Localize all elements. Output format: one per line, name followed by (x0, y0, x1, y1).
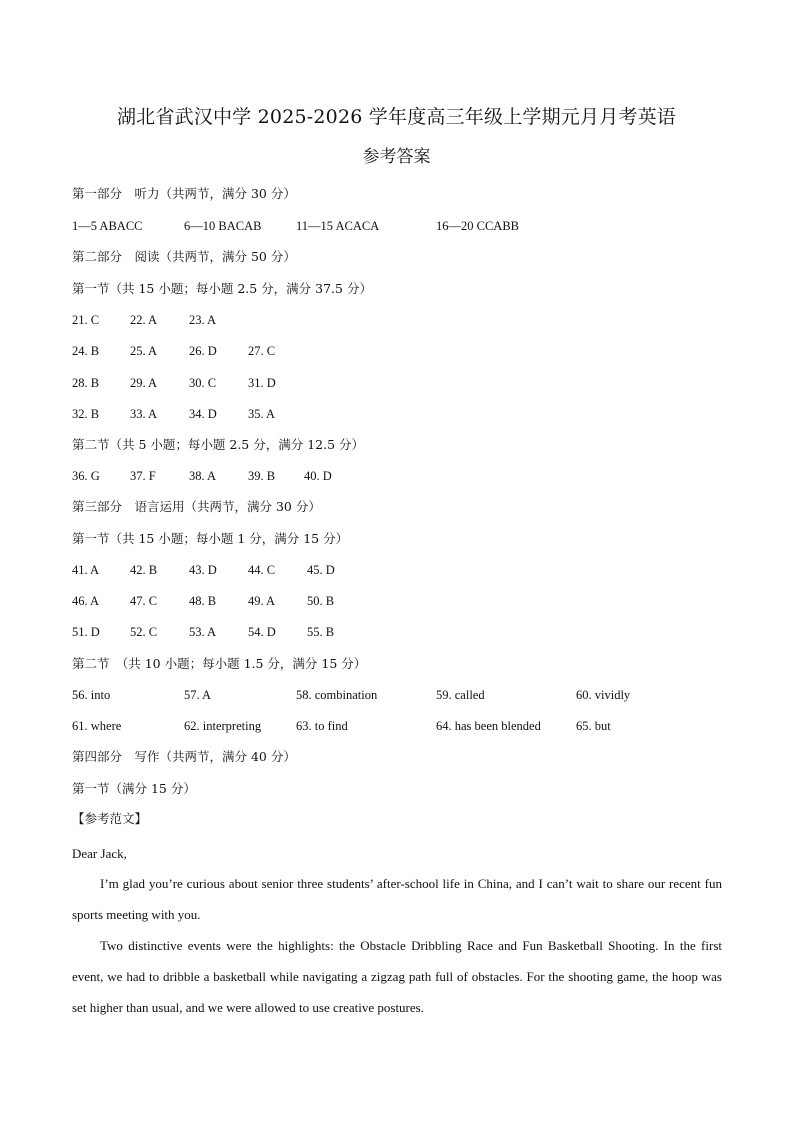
answer-item: 31. D (248, 376, 276, 390)
answer-item: 32. B (72, 407, 100, 421)
document-subtitle: 参考答案 (362, 147, 431, 167)
answer-item: 36. G (72, 469, 100, 483)
essay-paragraph: I’m glad you’re curious about senior three students’ after-school life in China, and I can’t wait to share our recent fun sports meeting with you. (72, 876, 722, 922)
answer-group: 6—10 BACAB (184, 219, 262, 233)
answer-item: 48. B (189, 594, 217, 608)
answer-item: 52. C (130, 625, 158, 639)
answer-item: 39. B (248, 469, 276, 483)
answer-item: 53. A (189, 625, 217, 639)
answer-item: 38. A (189, 469, 217, 483)
part2-heading: 第二部分 阅读（共两节，满分 50 分） (72, 249, 296, 264)
answer-item: 22. A (130, 313, 158, 327)
model-essay-label: 【参考范文】 (72, 811, 148, 826)
part3-section2-heading: 第二节 （共 10 小题；每小题 1.5 分，满分 15 分） (72, 656, 367, 671)
answer-item: 56. into (72, 688, 111, 702)
answer-item: 40. D (304, 469, 332, 483)
part1-heading: 第一部分 听力（共两节，满分 30 分） (72, 186, 296, 201)
answer-item: 55. B (307, 625, 335, 639)
answer-item: 33. A (130, 407, 158, 421)
answer-group: 11—15 ACACA (296, 219, 380, 233)
answer-item: 44. C (248, 563, 276, 577)
answer-item: 41. A (72, 563, 100, 577)
answer-group: 1—5 ABACC (72, 219, 143, 233)
answer-item: 35. A (248, 407, 276, 421)
answer-item: 63. to find (296, 719, 348, 733)
answer-item: 26. D (189, 344, 217, 358)
part4-section1-heading: 第一节（满分 15 分） (72, 781, 196, 796)
part2-section2-heading: 第二节（共 5 小题；每小题 2.5 分，满分 12.5 分） (72, 437, 365, 452)
part4-heading: 第四部分 写作（共两节，满分 40 分） (72, 749, 296, 764)
answer-item: 27. C (248, 344, 276, 358)
answer-item: 30. C (189, 376, 217, 390)
answer-item: 54. D (248, 625, 276, 639)
part3-heading: 第三部分 语言运用（共两节，满分 30 分） (72, 499, 321, 514)
essay-paragraph: Two distinctive events were the highlights: the Obstacle Dribbling Race and Fun Basketball Shooting. In the first event, we had to dribble a basketball while navigating a zigzag path full of obstacles. For the shooting game, the hoop was set higher than usual, and we were allowed to use creative postures. (72, 938, 722, 1015)
answer-item: 46. A (72, 594, 100, 608)
answer-item: 64. has been blended (436, 719, 541, 733)
answer-item: 65. but (576, 719, 611, 733)
answer-item: 58. combination (296, 688, 378, 702)
answer-item: 50. B (307, 594, 335, 608)
part2-section1-heading: 第一节（共 15 小题；每小题 2.5 分，满分 37.5 分） (72, 281, 372, 296)
answer-item: 45. D (307, 563, 335, 577)
answer-item: 28. B (72, 376, 100, 390)
answer-item: 24. B (72, 344, 100, 358)
answer-item: 21. C (72, 313, 100, 327)
answer-item: 61. where (72, 719, 122, 733)
answer-item: 59. called (436, 688, 485, 702)
document-title: 湖北省武汉中学 2025-2026 学年度高三年级上学期元月月考英语 (116, 106, 676, 128)
answer-item: 23. A (189, 313, 217, 327)
answer-item: 25. A (130, 344, 158, 358)
answer-item: 34. D (189, 407, 217, 421)
answer-item: 43. D (189, 563, 217, 577)
answer-group: 16—20 CCABB (436, 219, 520, 233)
part3-section1-heading: 第一节（共 15 小题；每小题 1 分，满分 15 分） (72, 531, 349, 546)
answer-item: 37. F (130, 469, 156, 483)
answer-item: 42. B (130, 563, 158, 577)
essay-salutation: Dear Jack, (72, 846, 127, 861)
answer-item: 49. A (248, 594, 276, 608)
answer-item: 62. interpreting (184, 719, 262, 733)
answer-item: 29. A (130, 376, 158, 390)
answer-item: 57. A (184, 688, 212, 702)
answer-item: 60. vividly (576, 688, 631, 702)
answer-item: 47. C (130, 594, 158, 608)
answer-item: 51. D (72, 625, 100, 639)
